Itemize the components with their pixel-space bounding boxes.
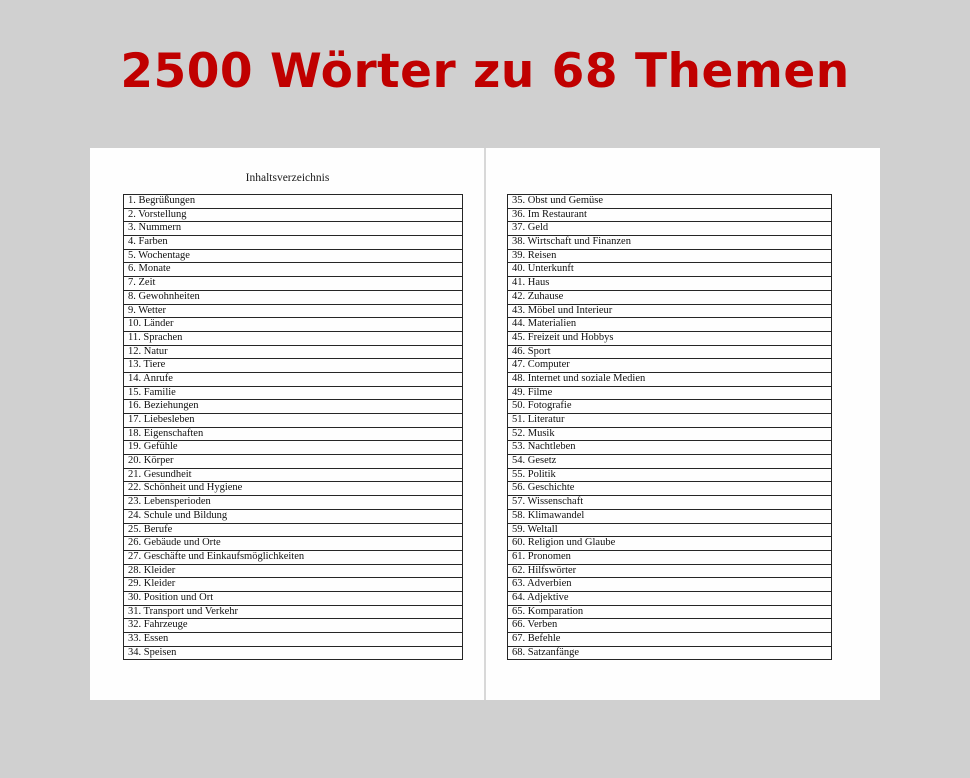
toc-entry: 43. Möbel und Interieur [507,305,832,319]
toc-entry: 25. Berufe [123,524,463,538]
toc-entry: 37. Geld [507,222,832,236]
toc-entry: 4. Farben [123,236,463,250]
toc-entry: 60. Religion und Glaube [507,537,832,551]
toc-entry: 58. Klimawandel [507,510,832,524]
page-title: 2500 Wörter zu 68 Themen [120,44,850,99]
toc-entry: 8. Gewohnheiten [123,291,463,305]
toc-entry: 65. Komparation [507,606,832,620]
toc-entry: 35. Obst und Gemüse [507,195,832,209]
toc-entry: 55. Politik [507,469,832,483]
toc-entry: 6. Monate [123,263,463,277]
toc-entry: 66. Verben [507,619,832,633]
toc-entry: 38. Wirtschaft und Finanzen [507,236,832,250]
toc-entry: 51. Literatur [507,414,832,428]
toc-entry: 33. Essen [123,633,463,647]
toc-entry: 2. Vorstellung [123,209,463,223]
book-spread [90,148,880,700]
toc-entry: 53. Nachtleben [507,441,832,455]
toc-entry: 48. Internet und soziale Medien [507,373,832,387]
toc-entry: 20. Körper [123,455,463,469]
toc-entry: 31. Transport und Verkehr [123,606,463,620]
toc-entry: 14. Anrufe [123,373,463,387]
toc-entry: 40. Unterkunft [507,263,832,277]
toc-entry: 29. Kleider [123,578,463,592]
toc-entry: 52. Musik [507,428,832,442]
toc-entry: 63. Adverbien [507,578,832,592]
toc-entry: 1. Begrüßungen [123,195,463,209]
toc-entry: 7. Zeit [123,277,463,291]
toc-entry: 42. Zuhause [507,291,832,305]
toc-entry: 13. Tiere [123,359,463,373]
toc-entry: 68. Satzanfänge [507,647,832,661]
toc-entry: 45. Freizeit und Hobbys [507,332,832,346]
right-page [485,148,880,700]
toc-entry: 5. Wochentage [123,250,463,264]
toc-entry: 21. Gesundheit [123,469,463,483]
toc-entry: 47. Computer [507,359,832,373]
toc-entry: 16. Beziehungen [123,400,463,414]
toc-entry: 18. Eigenschaften [123,428,463,442]
toc-list-left [123,194,463,660]
toc-entry: 50. Fotografie [507,400,832,414]
toc-entry: 41. Haus [507,277,832,291]
toc-entry: 62. Hilfswörter [507,565,832,579]
toc-entry: 22. Schönheit und Hygiene [123,482,463,496]
toc-entry: 15. Familie [123,387,463,401]
toc-entry: 34. Speisen [123,647,463,661]
toc-entry: 44. Materialien [507,318,832,332]
toc-entry: 36. Im Restaurant [507,209,832,223]
toc-entry: 27. Geschäfte und Einkaufsmöglichkeiten [123,551,463,565]
toc-entry: 12. Natur [123,346,463,360]
toc-entry: 56. Geschichte [507,482,832,496]
toc-entry: 17. Liebesleben [123,414,463,428]
toc-entry: 39. Reisen [507,250,832,264]
toc-entry: 26. Gebäude und Orte [123,537,463,551]
toc-entry: 24. Schule und Bildung [123,510,463,524]
left-page [90,148,485,700]
toc-entry: 10. Länder [123,318,463,332]
toc-entry: 57. Wissenschaft [507,496,832,510]
toc-list-right [507,194,832,660]
toc-entry: 32. Fahrzeuge [123,619,463,633]
toc-entry: 46. Sport [507,346,832,360]
book-gutter [484,148,486,700]
toc-entry: 59. Weltall [507,524,832,538]
toc-entry: 23. Lebensperioden [123,496,463,510]
toc-entry: 54. Gesetz [507,455,832,469]
toc-entry: 64. Adjektive [507,592,832,606]
toc-entry: 61. Pronomen [507,551,832,565]
toc-entry: 67. Befehle [507,633,832,647]
toc-entry: 30. Position und Ort [123,592,463,606]
toc-entry: 49. Filme [507,387,832,401]
toc-entry: 19. Gefühle [123,441,463,455]
toc-entry: 9. Wetter [123,305,463,319]
toc-entry: 11. Sprachen [123,332,463,346]
toc-heading: Inhaltsverzeichnis [245,172,330,184]
toc-entry: 3. Nummern [123,222,463,236]
toc-entry: 28. Kleider [123,565,463,579]
